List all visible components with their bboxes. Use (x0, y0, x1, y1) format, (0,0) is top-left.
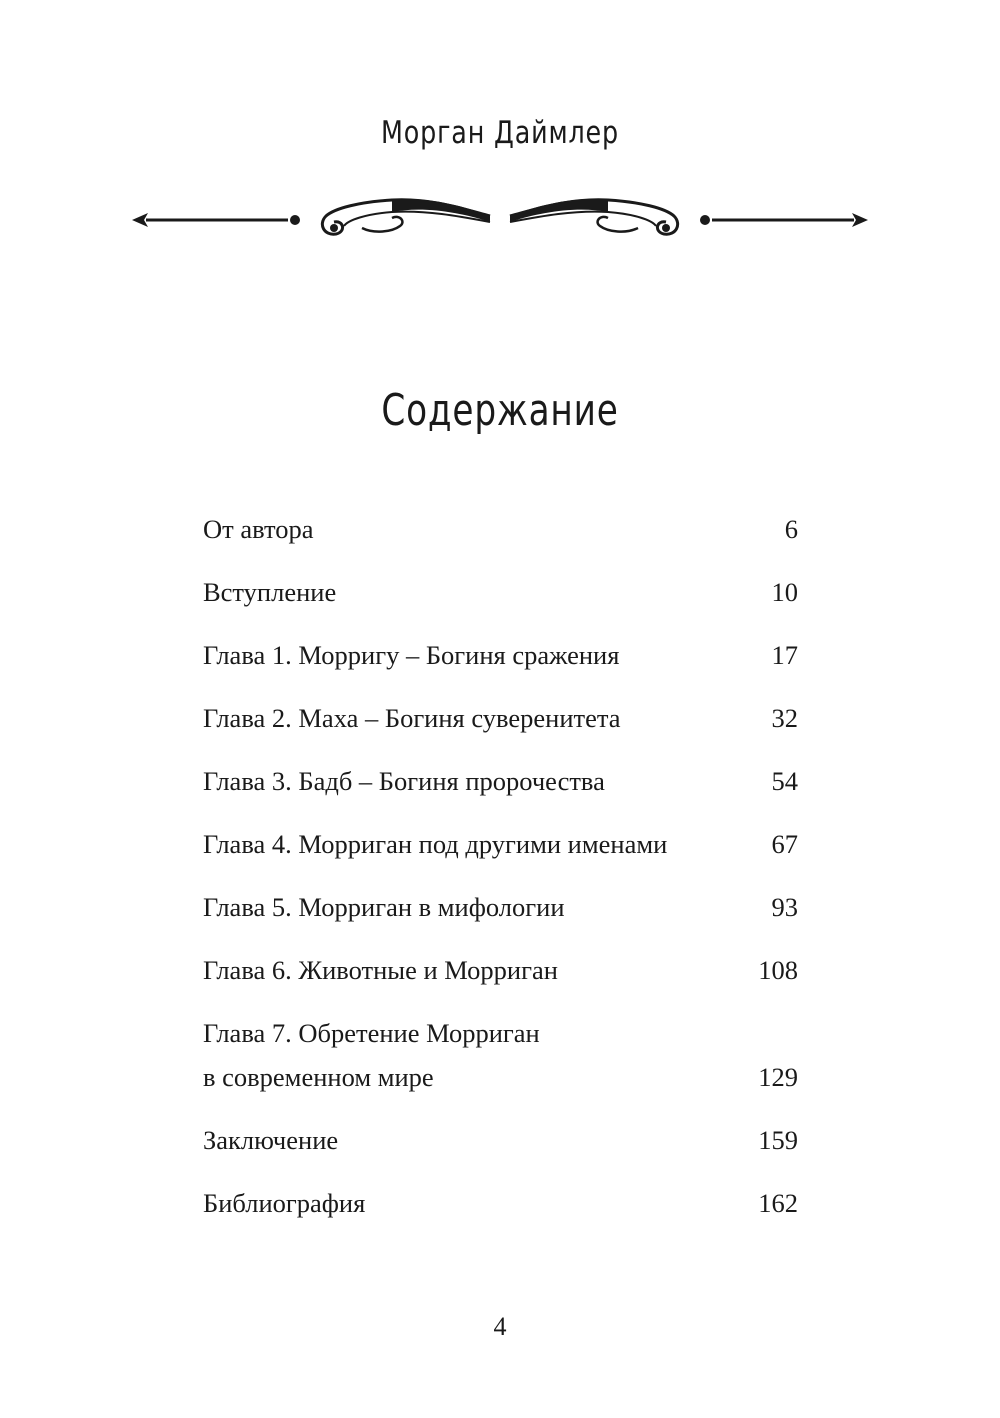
toc-entry-page: 17 (771, 640, 798, 670)
toc-entry-label: Глава 6. Животные и Морриган (203, 955, 558, 985)
toc-entry-page: 10 (771, 577, 798, 607)
toc-entry-page: 54 (771, 766, 798, 796)
toc-entry-page: 159 (758, 1125, 798, 1155)
toc-entry-label: Заключение (203, 1125, 339, 1155)
toc-entry-label: Глава 3. Бадб – Богиня пророчества (203, 766, 605, 796)
toc-entry-page: 6 (784, 514, 798, 544)
toc-entry[interactable] (203, 761, 798, 801)
toc-entry[interactable] (203, 950, 798, 990)
toc-entry[interactable] (203, 1120, 798, 1160)
toc-entry-label: Глава 1. Морригу – Богиня сражения (203, 640, 620, 670)
toc-title: Содержание (381, 385, 619, 436)
toc-entry-page: 67 (771, 829, 798, 859)
toc-entry[interactable] (203, 1013, 798, 1097)
toc-entry-page: 108 (758, 955, 798, 985)
toc-entry[interactable] (203, 1183, 798, 1223)
toc-entry-label: Глава 4. Морриган под другими именами (203, 829, 668, 859)
table-of-contents (203, 0, 798, 1418)
toc-entry-page: 32 (771, 703, 798, 733)
toc-entry[interactable] (203, 572, 798, 612)
toc-entry-label: Глава 7. Обретение Морриган (203, 1018, 540, 1048)
toc-entry[interactable] (203, 698, 798, 738)
toc-entry[interactable] (203, 635, 798, 675)
toc-entry-page: 93 (771, 892, 798, 922)
author-name: Морган Даймлер (381, 115, 619, 151)
toc-entry-label: Вступление (203, 577, 337, 607)
toc-entry-label: От автора (203, 514, 314, 544)
toc-entry-label-continued: в современном мире (203, 1062, 434, 1092)
toc-entry-label: Глава 2. Маха – Богиня суверенитета (203, 703, 621, 733)
toc-entry-page: 162 (758, 1188, 798, 1218)
toc-entry-label: Глава 5. Морриган в мифологии (203, 892, 565, 922)
toc-entry-page: 129 (758, 1062, 798, 1092)
toc-entry[interactable] (203, 887, 798, 927)
toc-entry[interactable] (203, 824, 798, 864)
toc-entry[interactable] (203, 509, 798, 549)
page-number: 4 (493, 1312, 507, 1341)
toc-entry-label: Библиография (203, 1188, 366, 1218)
